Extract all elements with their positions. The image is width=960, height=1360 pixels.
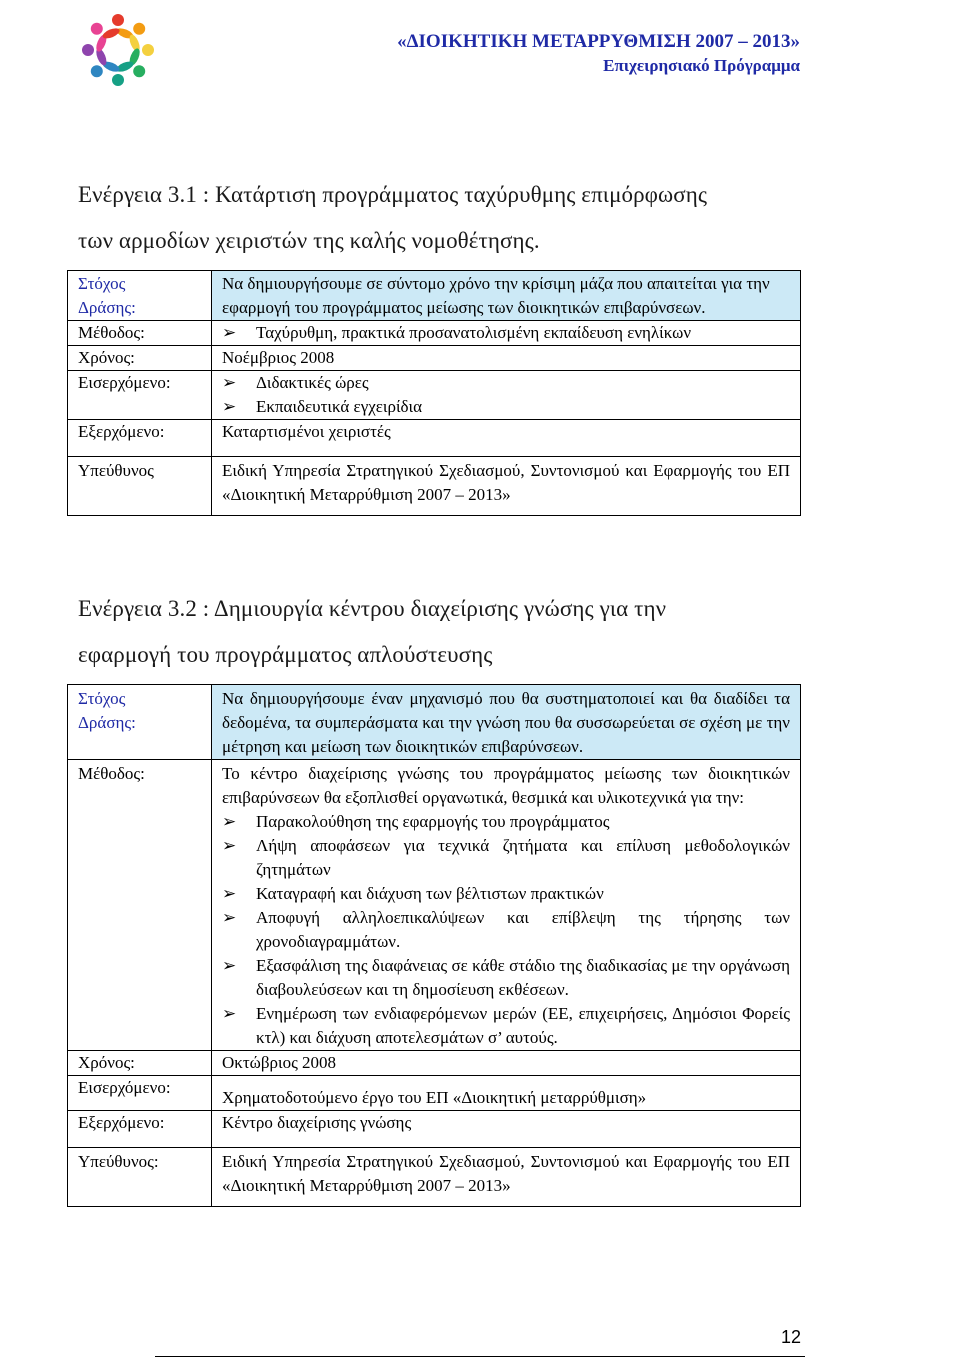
list-item-text: Καταγραφή και διάχυση των βέλτιστων πρακτικών: [256, 884, 604, 903]
arrow-bullet-icon: ➢: [222, 1004, 237, 1023]
input-row: [68, 1076, 801, 1111]
method-row: [68, 760, 801, 1051]
arrow-bullet-icon: ➢: [222, 884, 237, 903]
output-value: Καταρτισμένοι χειριστές: [212, 420, 801, 457]
responsible-row: [68, 457, 801, 516]
list-item: [222, 906, 790, 954]
list-item: [222, 371, 790, 395]
list-item: [222, 321, 790, 345]
list-item: [222, 1002, 790, 1050]
responsible-label: Υπεύθυνος: [68, 457, 212, 516]
arrow-bullet-icon: ➢: [222, 373, 237, 392]
program-subtitle: Επιχειρησιακό Πρόγραμμα: [603, 56, 800, 75]
input-list: [222, 371, 790, 419]
arrow-bullet-icon: ➢: [222, 323, 237, 342]
list-item-text: Λήψη αποφάσεων για τεχνικά ζητήματα και επίλυση μεθοδολογικών ζητημάτων: [256, 836, 790, 879]
method-intro: Το κέντρο διαχείρισης γνώσης του προγράμματος μείωσης των διοικητικών επιβαρύνσεων θα εξοπλισθεί οργανωτικά, θεσμικά και υλικοτεχνικά για την:: [222, 764, 790, 807]
goal-label-2: Δράσης:: [78, 298, 136, 317]
arrow-bullet-icon: ➢: [222, 908, 237, 927]
list-item-text: Παρακολούθηση της εφαρμογής του προγράμματος: [256, 812, 610, 831]
action-2-heading: Ενέργεια 3.2 : Δημιουργία κέντρου διαχείρισης γνώσης για την εφαρμογή του προγράμματος απλούστευσης: [78, 596, 667, 667]
goal-label: Στόχος: [78, 689, 126, 708]
logo-figure-head: [133, 65, 145, 77]
responsible-value: Ειδική Υπηρεσία Στρατηγικού Σχεδιασμού, Συντονισμού και Εφαρμογής του ΕΠ «Διοικητική Μεταρρύθμιση 2007 – 2013»: [212, 457, 801, 516]
list-item-text: Διδακτικές ώρες: [256, 373, 369, 392]
list-item-text: Εξασφάλιση της διαφάνειας σε κάθε στάδιο της διαδικασίας με την οργάνωση διαβουλεύσεων και τη δημοσίευση εκθέσεων.: [256, 956, 790, 999]
input-label: Εισερχόμενο:: [68, 371, 212, 420]
arrow-bullet-icon: ➢: [222, 836, 237, 855]
output-row: [68, 1111, 801, 1148]
method-list: [222, 810, 790, 1050]
time-label: Χρόνος:: [68, 346, 212, 371]
ring-of-people-logo: [76, 8, 160, 92]
goal-label: Στόχος: [78, 274, 126, 293]
responsible-row: [68, 1148, 801, 1207]
time-label: Χρόνος:: [68, 1051, 212, 1076]
logo-figure-head: [82, 44, 94, 56]
output-row: [68, 420, 801, 457]
list-item: [222, 882, 790, 906]
time-value: Νοέμβριος 2008: [212, 346, 801, 371]
input-row: [68, 371, 801, 420]
arrow-bullet-icon: ➢: [222, 956, 237, 975]
method-list: [222, 321, 790, 345]
output-label: Εξερχόμενο:: [68, 1111, 212, 1148]
output-value: Κέντρο διαχείρισης γνώσης: [212, 1111, 801, 1148]
input-label: Εισερχόμενο:: [68, 1076, 212, 1111]
input-value: Χρηματοδοτούμενο έργο του ΕΠ «Διοικητική μεταρρύθμιση»: [212, 1076, 801, 1111]
arrow-bullet-icon: ➢: [222, 397, 237, 416]
page-number: 12: [781, 1327, 802, 1347]
goal-text: Να δημιουργήσουμε έναν μηχανισμό που θα συστηματοποιεί και θα διαδίδει τα δεδομένα, τα συμπεράσματα και την γνώση που θα συσσωρεύεται σε σχέση με την μέτρηση και μείωση των διοικητικών επιβαρύνσεων.: [212, 685, 801, 760]
document-header: [397, 30, 800, 78]
responsible-label: Υπεύθυνος:: [68, 1148, 212, 1207]
responsible-value: Ειδική Υπηρεσία Στρατηγικού Σχεδιασμού, Συντονισμού και Εφαρμογής του ΕΠ «Διοικητική Μεταρρύθμιση 2007 – 2013»: [212, 1148, 801, 1207]
action-1-table: [67, 270, 801, 516]
logo-figure-head: [112, 14, 124, 26]
list-item: [222, 395, 790, 419]
list-item: [222, 834, 790, 882]
footer-rule: [155, 1356, 805, 1357]
action-1-heading: Ενέργεια 3.1 : Κατάρτιση προγράμματος ταχύρυθμης επιμόρφωσης των αρμοδίων χειριστών της καλής νομοθέτησης.: [78, 182, 708, 253]
logo-figure-head: [112, 74, 124, 86]
action-2-table: [67, 684, 801, 1207]
time-value: Οκτώβριος 2008: [212, 1051, 801, 1076]
logo-figure-head: [133, 23, 145, 35]
logo-figure-head: [91, 23, 103, 35]
list-item: [222, 810, 790, 834]
arrow-bullet-icon: ➢: [222, 812, 237, 831]
list-item-text: Ταχύρυθμη, πρακτικά προσανατολισμένη εκπαίδευση ενηλίκων: [256, 323, 692, 342]
logo-figure-head: [142, 44, 154, 56]
list-item-text: Αποφυγή αλληλοεπικαλύψεων και επίβλεψη της τήρησης των χρονοδιαγραμμάτων.: [256, 908, 790, 951]
time-row: [68, 346, 801, 371]
output-label: Εξερχόμενο:: [68, 420, 212, 457]
program-title: «ΔΙΟΙΚΗΤΙΚΗ ΜΕΤΑΡΡΥΘΜΙΣΗ 2007 – 2013»: [397, 31, 800, 52]
logo-figure-head: [91, 65, 103, 77]
goal-row: [68, 271, 801, 321]
list-item-text: Ενημέρωση των ενδιαφερόμενων μερών (ΕΕ, επιχειρήσεις, Δημόσιοι Φορείς κτλ) και διάχυση αποτελεσμάτων σ’ αυτούς.: [256, 1004, 790, 1047]
list-item-text: Εκπαιδευτικά εγχειρίδια: [256, 397, 423, 416]
time-row: [68, 1051, 801, 1076]
method-row: [68, 321, 801, 346]
goal-text: Να δημιουργήσουμε σε σύντομο χρόνο την κρίσιμη μάζα που απαιτείται για την εφαρμογή του προγράμματος μείωσης των διοικητικών επιβαρύνσεων.: [212, 271, 801, 321]
goal-label-2: Δράσης:: [78, 713, 136, 732]
list-item: [222, 954, 790, 1002]
method-label: Μέθοδος:: [68, 760, 212, 1051]
goal-row: [68, 685, 801, 760]
method-label: Μέθοδος:: [68, 321, 212, 346]
